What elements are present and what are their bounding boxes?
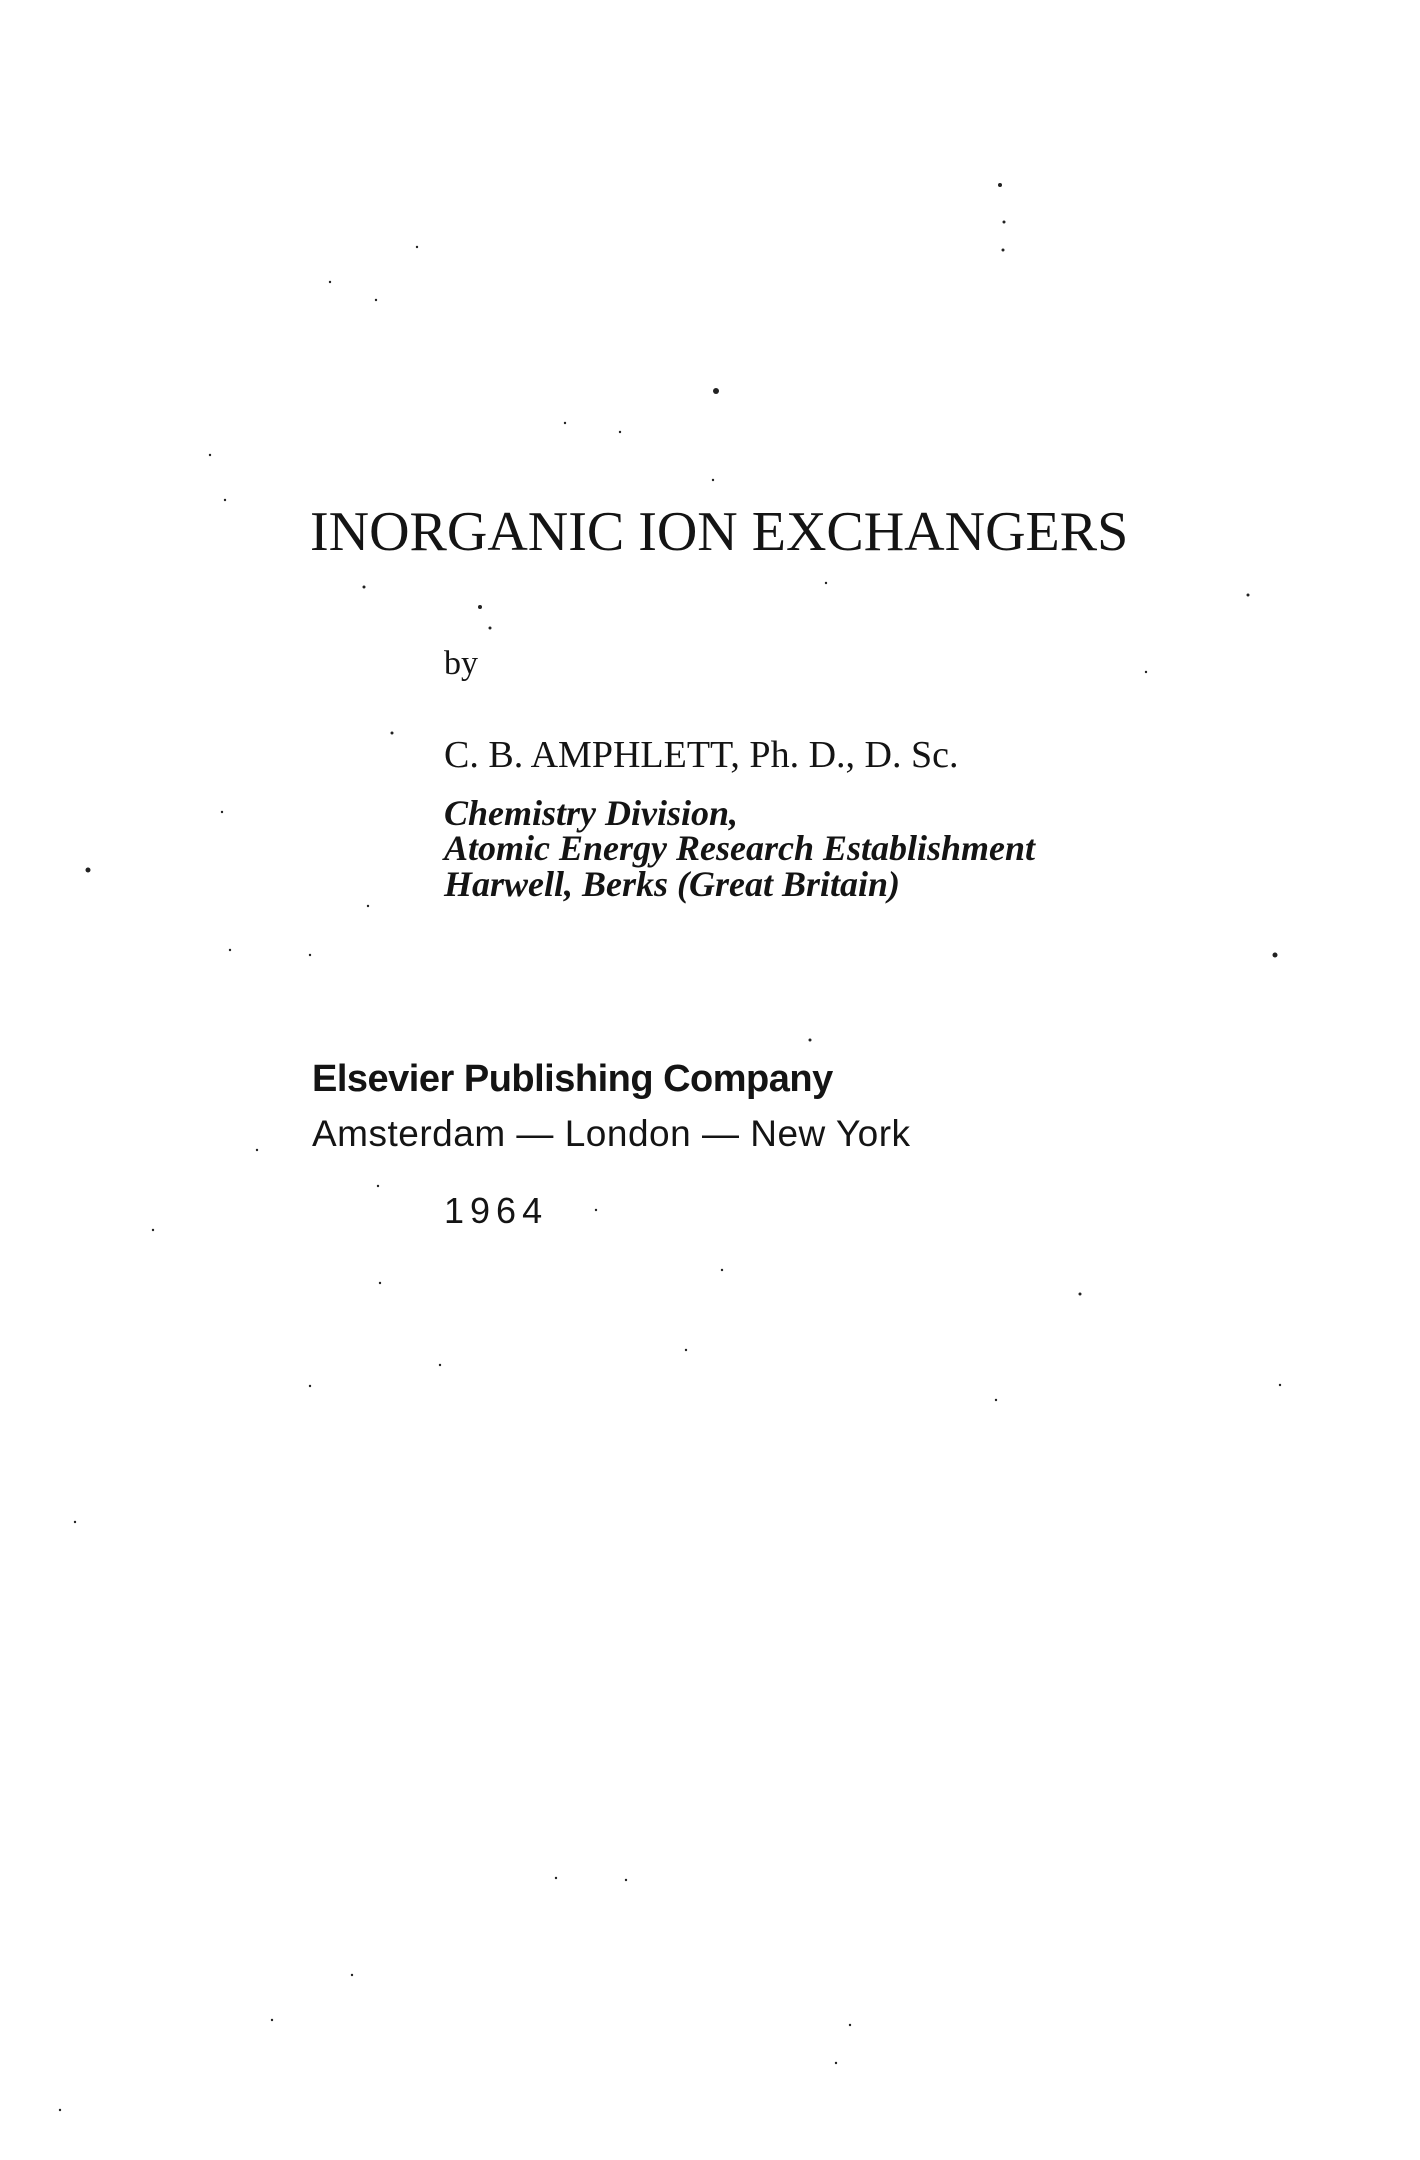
book-title: INORGANIC ION EXCHANGERS <box>310 501 1129 563</box>
by-label: by <box>444 645 478 682</box>
publisher-cities: Amsterdam — London — New York <box>312 1113 911 1154</box>
affiliation-establishment: Atomic Energy Research Establishment <box>444 828 1036 868</box>
affiliation-division: Chemistry Division, <box>444 793 739 833</box>
affiliation-location: Harwell, Berks (Great Britain) <box>444 864 901 904</box>
publisher-name: Elsevier Publishing Company <box>312 1058 833 1100</box>
publication-year: 1964 <box>444 1190 549 1231</box>
author-name: C. B. AMPHLETT, Ph. D., D. Sc. <box>444 734 959 776</box>
